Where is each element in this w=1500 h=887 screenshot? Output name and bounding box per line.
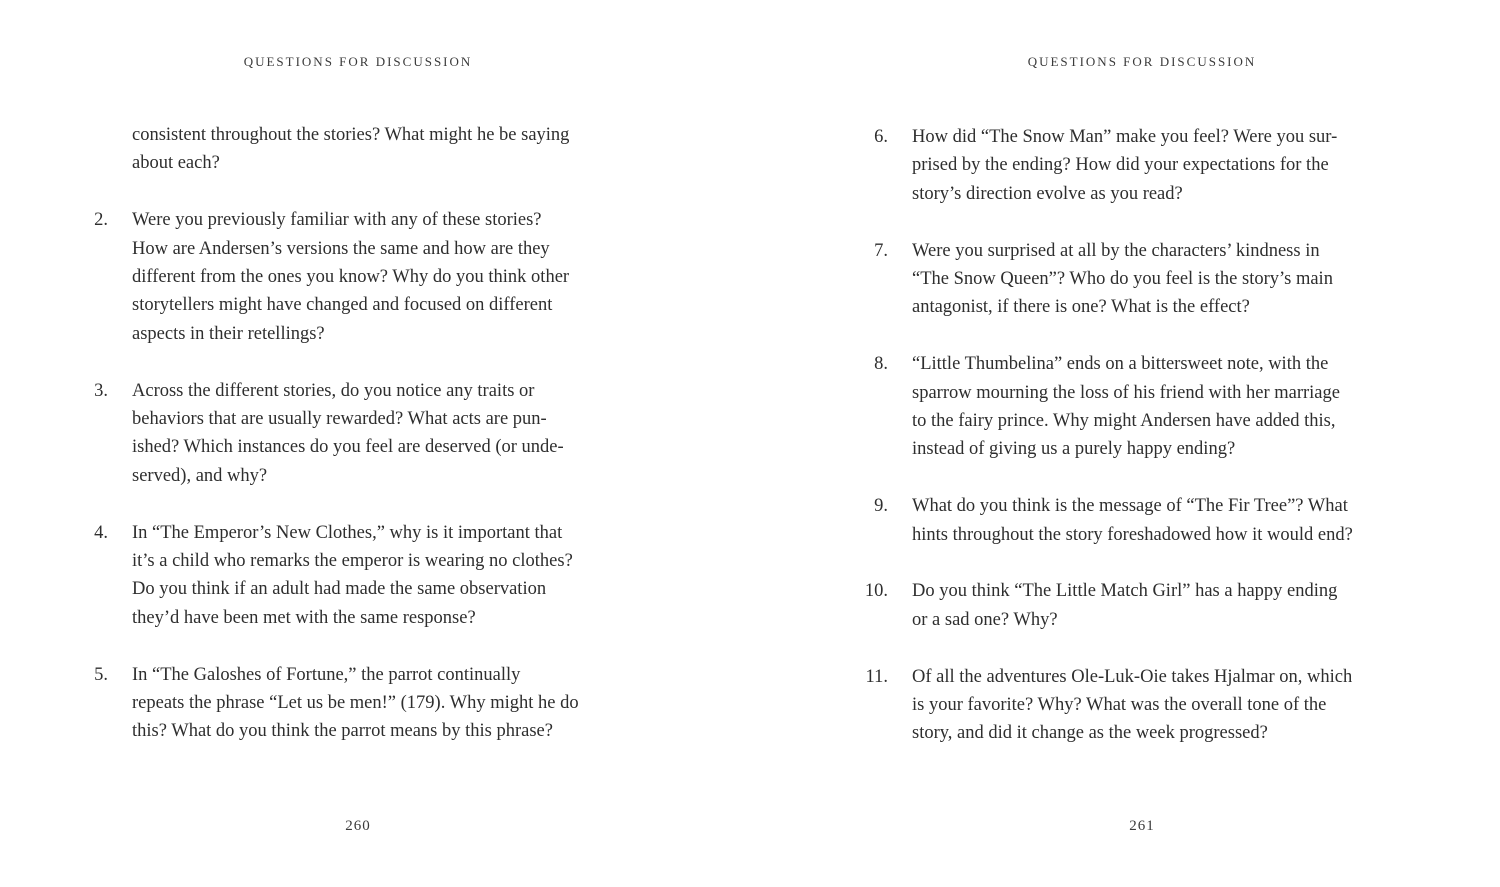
text-line: story’s direction evolve as you read? (912, 183, 1183, 204)
running-head: QUESTIONS FOR DISCUSSION (243, 54, 473, 69)
question-text (912, 237, 1374, 322)
question-2 (80, 206, 600, 348)
question-number: 9. (874, 496, 888, 517)
text-line: antagonist, if there is one? What is the effect? (912, 297, 1250, 318)
question-3 (80, 377, 600, 491)
question-9 (860, 492, 1380, 549)
question-number: 10. (864, 581, 888, 602)
question-text (132, 661, 594, 746)
question-number: 4. (94, 522, 108, 543)
question-number: 3. (94, 380, 108, 401)
text-line: consistent throughout the stories? What might he be saying (132, 125, 570, 145)
question-number: 2. (94, 210, 108, 231)
question-number: 11. (865, 666, 888, 687)
text-line: different from the ones you know? Why do you think other (132, 267, 570, 288)
text-line: it’s a child who remarks the emperor is wearing no clothes? (132, 551, 573, 572)
text-line: this? What do you think the parrot means by this phrase? (132, 721, 553, 742)
text-line: In “The Galoshes of Fortune,” the parrot continually (132, 664, 521, 685)
text-line: served), and why? (132, 465, 268, 486)
question-number: 6. (874, 127, 888, 147)
text-line: about each? (132, 153, 220, 174)
text-line: is your favorite? Why? What was the overall tone of the (912, 695, 1327, 716)
question-4 (80, 519, 600, 633)
question-5 (80, 661, 600, 746)
text-line: Were you previously familiar with any of these stories? (132, 210, 542, 231)
question-number: 5. (94, 664, 108, 685)
text-line: Were you surprised at all by the characters’ kindness in (912, 240, 1320, 261)
question-6 (860, 123, 1380, 208)
text-line: to the fairy prince. Why might Andersen have added this, (912, 411, 1336, 432)
text-line: prised by the ending? How did your expectations for the (912, 155, 1329, 176)
text-line: Of all the adventures Ole-Luk-Oie takes Hjalmar on, which (912, 666, 1353, 687)
question-text (912, 350, 1374, 464)
running-head: QUESTIONS FOR DISCUSSION (1027, 54, 1257, 69)
text-line: repeats the phrase “Let us be men!” (179). Why might he do (132, 693, 579, 714)
question-list (860, 123, 1380, 776)
text-line: “Little Thumbelina” ends on a bittersweet note, with the (912, 354, 1329, 375)
question-11 (860, 663, 1380, 748)
question-number: 7. (874, 240, 888, 261)
page-number: 260 (345, 818, 371, 834)
question-text (912, 577, 1374, 634)
text-line: sparrow mourning the loss of his friend with her marriage (912, 382, 1340, 403)
question-list (80, 121, 600, 774)
question-text (132, 519, 594, 633)
text-line: they’d have been met with the same response? (132, 607, 476, 628)
text-line: story, and did it change as the week progressed? (912, 723, 1268, 744)
text-line: How did “The Snow Man” make you feel? Were you sur- (912, 127, 1338, 147)
question-text (132, 377, 594, 491)
text-line: Across the different stories, do you notice any traits or (132, 380, 535, 401)
text-line: Do you think if an adult had made the same observation (132, 579, 547, 600)
question-7 (860, 237, 1380, 322)
text-line: In “The Emperor’s New Clothes,” why is it important that (132, 522, 563, 543)
question-text (912, 663, 1374, 748)
text-line: behaviors that are usually rewarded? What acts are pun- (132, 409, 547, 430)
text-line: “The Snow Queen”? Who do you feel is the story’s main (912, 269, 1333, 290)
text-line: Do you think “The Little Match Girl” has a happy ending (912, 581, 1338, 602)
text-line: What do you think is the message of “The Fir Tree”? What (912, 496, 1348, 517)
text-line: storytellers might have changed and focused on different (132, 295, 553, 316)
question-8 (860, 350, 1380, 464)
text-line: or a sad one? Why? (912, 609, 1058, 630)
text-line: ished? Which instances do you feel are deserved (or unde- (132, 437, 564, 458)
question-text (132, 206, 594, 348)
question-number: 8. (874, 354, 888, 375)
text-line: instead of giving us a purely happy ending? (912, 439, 1236, 460)
text-line: hints throughout the story foreshadowed how it would end? (912, 524, 1353, 545)
question-10 (860, 577, 1380, 634)
question-text (912, 123, 1374, 208)
text-line: aspects in their retellings? (132, 323, 325, 344)
question-continuation (132, 121, 592, 178)
page-number: 261 (1129, 818, 1155, 834)
right-page (750, 0, 1500, 887)
question-text (912, 492, 1374, 549)
text-line: How are Andersen’s versions the same and how are they (132, 238, 550, 259)
